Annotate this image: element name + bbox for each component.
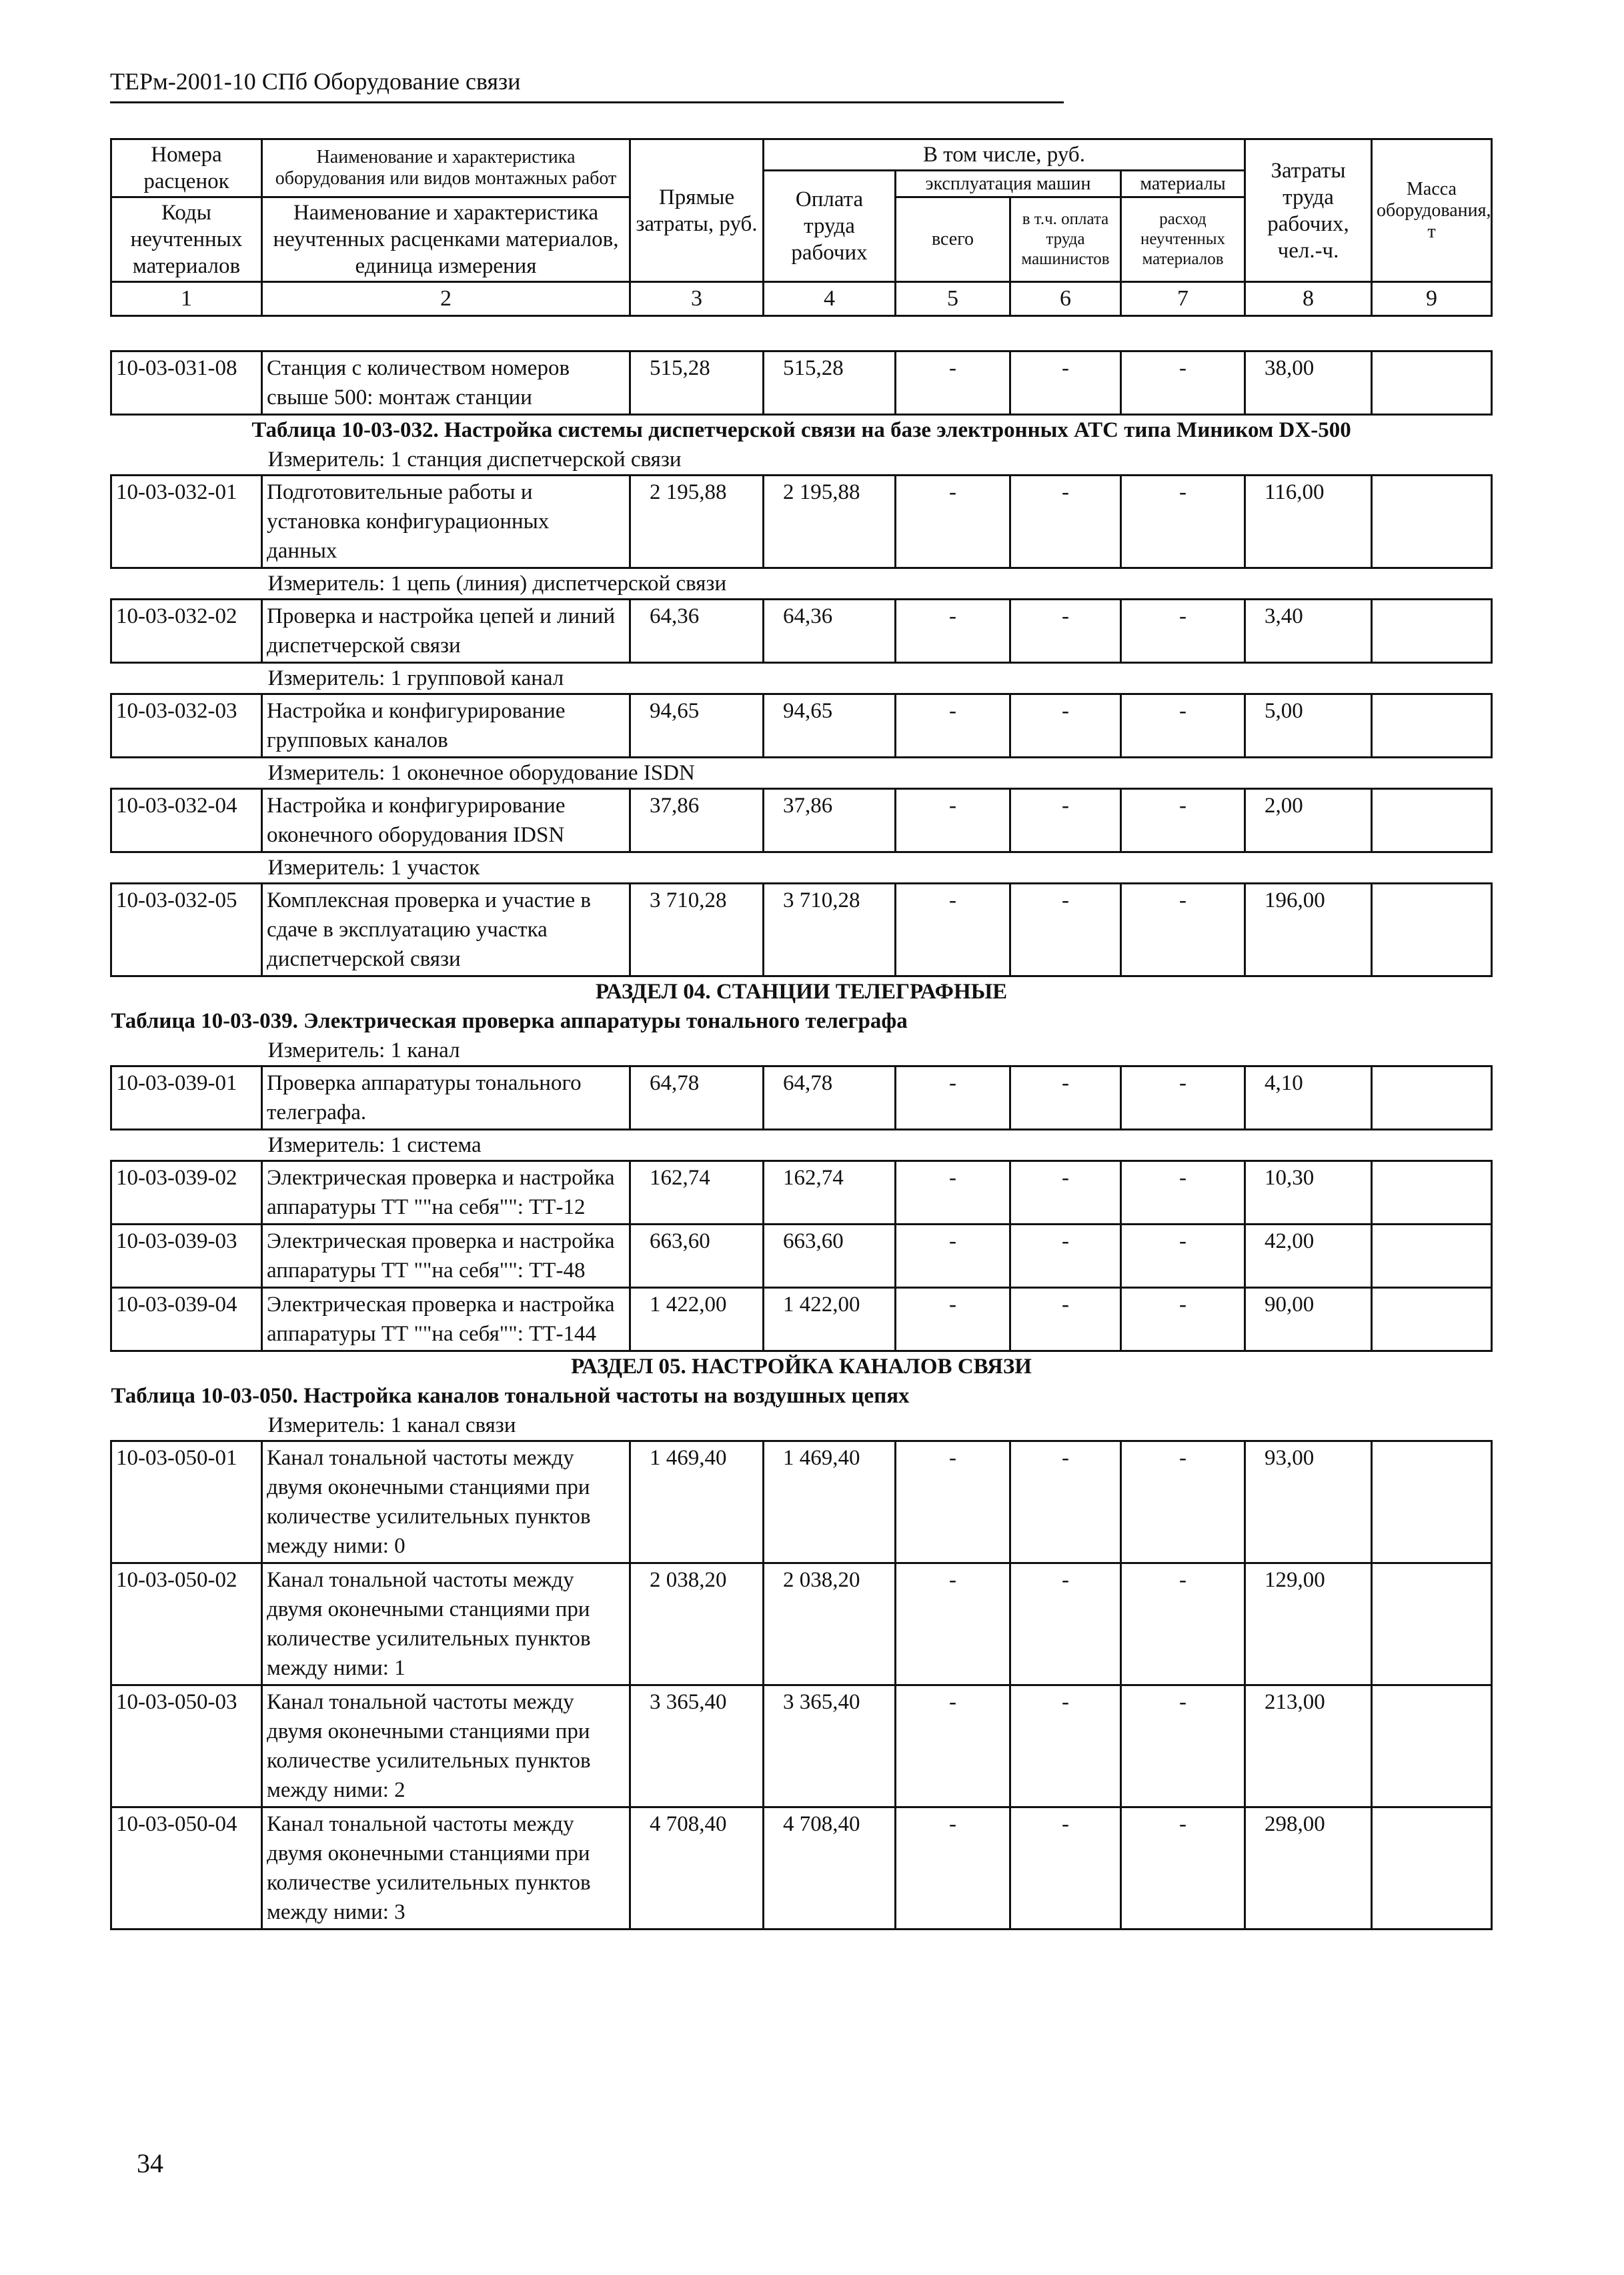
column-number: 4 — [764, 282, 896, 316]
table-header — [111, 139, 1492, 351]
labor-hours: 93,00 — [1245, 1441, 1372, 1563]
direct-costs: 4 708,40 — [630, 1807, 764, 1930]
measure-text: Измеритель: 1 канал связи — [267, 1413, 516, 1437]
materials-usage: - — [1121, 789, 1245, 852]
table-caption — [111, 1381, 1492, 1411]
direct-costs: 3 710,28 — [630, 884, 764, 976]
rate-code: 10-03-050-04 — [111, 1807, 262, 1930]
materials-usage: - — [1121, 1225, 1245, 1288]
equipment-mass — [1372, 884, 1492, 976]
table-row — [111, 1685, 1492, 1807]
materials-usage: - — [1121, 884, 1245, 976]
labor-hours: 129,00 — [1245, 1563, 1372, 1685]
column-number: 8 — [1245, 282, 1372, 316]
materials-usage: - — [1121, 1161, 1245, 1225]
column-number: 1 — [111, 282, 262, 316]
measure-row — [111, 445, 1492, 476]
labor-hours: 116,00 — [1245, 476, 1372, 568]
materials-usage: - — [1121, 1066, 1245, 1130]
machines-drivers-pay: - — [1010, 476, 1121, 568]
work-name: Электрическая проверка и настройка аппаратуры ТТ ""на себя"": ТТ-48 — [262, 1225, 630, 1288]
table-row — [111, 1288, 1492, 1351]
page-number: 34 — [137, 2148, 163, 2178]
machines-drivers-pay: - — [1010, 1563, 1121, 1685]
machines-drivers-pay: - — [1010, 600, 1121, 663]
labor-pay: 94,65 — [764, 694, 896, 758]
labor-pay: 1 422,00 — [764, 1288, 896, 1351]
machines-drivers-pay: - — [1010, 1441, 1121, 1563]
labor-pay: 4 708,40 — [764, 1807, 896, 1930]
machines-drivers-pay: - — [1010, 1161, 1121, 1225]
measure-cell — [111, 1411, 1492, 1441]
column-number: 2 — [262, 282, 630, 316]
work-name: Проверка аппаратуры тонального телеграфа. — [262, 1066, 630, 1130]
rate-code: 10-03-050-01 — [111, 1441, 262, 1563]
measure-text: Измеритель: 1 цепь (линия) диспетчерской связи — [267, 572, 727, 596]
labor-pay: 3 710,28 — [764, 884, 896, 976]
labor-hours: 2,00 — [1245, 789, 1372, 852]
machines-drivers-pay: - — [1010, 1225, 1121, 1288]
measure-cell — [111, 852, 1492, 884]
labor-pay: 2 195,88 — [764, 476, 896, 568]
direct-costs: 64,78 — [630, 1066, 764, 1130]
measure-cell — [111, 568, 1492, 600]
measure-row — [111, 1130, 1492, 1161]
equipment-mass — [1372, 476, 1492, 568]
measure-cell — [111, 1130, 1492, 1161]
labor-hours: 90,00 — [1245, 1288, 1372, 1351]
machines-total: - — [896, 600, 1010, 663]
direct-costs: 162,74 — [630, 1161, 764, 1225]
table-row — [111, 789, 1492, 852]
column-number: 9 — [1372, 282, 1492, 316]
machines-total: - — [896, 351, 1010, 415]
direct-costs: 64,36 — [630, 600, 764, 663]
table-row — [111, 351, 1492, 415]
equipment-mass — [1372, 1563, 1492, 1685]
section-heading — [111, 1351, 1492, 1382]
labor-hours: 3,40 — [1245, 600, 1372, 663]
labor-hours: 38,00 — [1245, 351, 1372, 415]
table-row — [111, 884, 1492, 976]
col9: Масса оборудования, т — [1372, 139, 1492, 282]
materials-usage: - — [1121, 1563, 1245, 1685]
materials-usage: - — [1121, 1288, 1245, 1351]
measure-text: Измеритель: 1 система — [267, 1133, 482, 1157]
machines-total: - — [896, 694, 1010, 758]
machines-total: - — [896, 1441, 1010, 1563]
materials-usage: - — [1121, 1441, 1245, 1563]
machines-total: - — [896, 1685, 1010, 1807]
equipment-mass — [1372, 1225, 1492, 1288]
table-caption — [111, 415, 1492, 446]
table-caption — [111, 1006, 1492, 1036]
table-row — [111, 694, 1492, 758]
measure-cell — [111, 758, 1492, 789]
direct-costs: 2 038,20 — [630, 1563, 764, 1685]
work-name: Настройка и конфигурирование оконечного оборудования IDSN — [262, 789, 630, 852]
work-name: Канал тональной частоты между двумя оконечными станциями при количестве усилительных пунктов между ними: 2 — [262, 1685, 630, 1807]
materials-usage: - — [1121, 1685, 1245, 1807]
rates-table — [110, 138, 1493, 1930]
machines-total: - — [896, 1161, 1010, 1225]
section-heading — [111, 976, 1492, 1007]
machines-total: - — [896, 1563, 1010, 1685]
rate-code: 10-03-032-03 — [111, 694, 262, 758]
measure-row — [111, 758, 1492, 789]
machines-total: - — [896, 884, 1010, 976]
measure-text: Измеритель: 1 групповой канал — [267, 666, 564, 690]
labor-pay: 1 469,40 — [764, 1441, 896, 1563]
section-title: РАЗДЕЛ 05. НАСТРОЙКА КАНАЛОВ СВЯЗИ — [571, 1355, 1032, 1379]
work-name: Проверка и настройка цепей и линий диспетчерской связи — [262, 600, 630, 663]
direct-costs: 663,60 — [630, 1225, 764, 1288]
rate-code: 10-03-032-01 — [111, 476, 262, 568]
measure-text: Измеритель: 1 канал — [267, 1038, 460, 1062]
machines-total: - — [896, 476, 1010, 568]
rate-code: 10-03-039-03 — [111, 1225, 262, 1288]
col1-bottom: Коды неучтенных материалов — [111, 197, 262, 282]
measure-cell — [111, 445, 1492, 476]
col7: расход неучтенных материалов — [1121, 197, 1245, 282]
machines-drivers-pay: - — [1010, 1066, 1121, 1130]
rate-code: 10-03-032-05 — [111, 884, 262, 976]
group-header: В том числе, руб. — [764, 139, 1245, 171]
table-caption-text: Таблица 10-03-050. Настройка каналов тональной частоты на воздушных цепях — [111, 1384, 910, 1408]
measure-row — [111, 663, 1492, 694]
materials-usage: - — [1121, 351, 1245, 415]
rate-code: 10-03-031-08 — [111, 351, 262, 415]
column-number: 5 — [896, 282, 1010, 316]
equipment-mass — [1372, 1441, 1492, 1563]
col6: в т.ч. оплата труда машинистов — [1010, 197, 1121, 282]
measure-cell — [111, 1036, 1492, 1066]
column-number: 7 — [1121, 282, 1245, 316]
table-row — [111, 1066, 1492, 1130]
labor-pay: 162,74 — [764, 1161, 896, 1225]
machines-total: - — [896, 1225, 1010, 1288]
equipment-mass — [1372, 1161, 1492, 1225]
labor-pay: 64,36 — [764, 600, 896, 663]
labor-hours: 196,00 — [1245, 884, 1372, 976]
work-name: Подготовительные работы и установка конфигурационных данных — [262, 476, 630, 568]
direct-costs: 94,65 — [630, 694, 764, 758]
table-row — [111, 1807, 1492, 1930]
measure-text: Измеритель: 1 станция диспетчерской связи — [267, 448, 682, 472]
labor-pay: 515,28 — [764, 351, 896, 415]
work-name: Электрическая проверка и настройка аппаратуры ТТ ""на себя"": ТТ-12 — [262, 1161, 630, 1225]
work-name: Канал тональной частоты между двумя оконечными станциями при количестве усилительных пунктов между ними: 0 — [262, 1441, 630, 1563]
rate-code: 10-03-050-02 — [111, 1563, 262, 1685]
direct-costs: 1 422,00 — [630, 1288, 764, 1351]
equipment-mass — [1372, 600, 1492, 663]
measure-row — [111, 1036, 1492, 1066]
machines-drivers-pay: - — [1010, 1685, 1121, 1807]
labor-hours: 10,30 — [1245, 1161, 1372, 1225]
col2-bottom: Наименование и характеристика неучтенных расценками материалов, единица измерения — [262, 197, 630, 282]
machines-drivers-pay: - — [1010, 1807, 1121, 1930]
col8: Затраты труда рабочих, чел.-ч. — [1245, 139, 1372, 282]
col3: Прямые затраты, руб. — [630, 139, 764, 282]
sub-materials: материалы — [1121, 171, 1245, 197]
materials-usage: - — [1121, 476, 1245, 568]
measure-row — [111, 568, 1492, 600]
work-name: Станция с количеством номеров свыше 500: монтаж станции — [262, 351, 630, 415]
machines-total: - — [896, 1288, 1010, 1351]
machines-drivers-pay: - — [1010, 1288, 1121, 1351]
machines-drivers-pay: - — [1010, 351, 1121, 415]
direct-costs: 3 365,40 — [630, 1685, 764, 1807]
column-numbers — [111, 282, 1492, 316]
work-name: Канал тональной частоты между двумя оконечными станциями при количестве усилительных пунктов между ними: 3 — [262, 1807, 630, 1930]
work-name: Комплексная проверка и участие в сдаче в эксплуатацию участка диспетчерской связи — [262, 884, 630, 976]
col5: всего — [896, 197, 1010, 282]
running-title: ТЕРм-2001-10 СПб Оборудование связи — [110, 67, 1064, 103]
machines-drivers-pay: - — [1010, 884, 1121, 976]
rate-code: 10-03-039-02 — [111, 1161, 262, 1225]
labor-pay: 37,86 — [764, 789, 896, 852]
work-name: Настройка и конфигурирование групповых каналов — [262, 694, 630, 758]
document-page — [110, 67, 1491, 1930]
table-row — [111, 600, 1492, 663]
table-caption-text: Таблица 10-03-032. Настройка системы диспетчерской связи на базе электронных АТС типа Миником DX-500 — [251, 418, 1351, 442]
col2-top: Наименование и характеристика оборудования или видов монтажных работ — [262, 139, 630, 197]
rate-code: 10-03-032-02 — [111, 600, 262, 663]
measure-row — [111, 1411, 1492, 1441]
equipment-mass — [1372, 694, 1492, 758]
equipment-mass — [1372, 351, 1492, 415]
rate-code: 10-03-039-01 — [111, 1066, 262, 1130]
table-row — [111, 476, 1492, 568]
direct-costs: 37,86 — [630, 789, 764, 852]
machines-total: - — [896, 789, 1010, 852]
materials-usage: - — [1121, 694, 1245, 758]
labor-hours: 5,00 — [1245, 694, 1372, 758]
sub-machines: эксплуатация машин — [896, 171, 1121, 197]
column-number: 6 — [1010, 282, 1121, 316]
table-caption-text: Таблица 10-03-039. Электрическая проверка аппаратуры тонального телеграфа — [111, 1009, 908, 1033]
labor-hours: 298,00 — [1245, 1807, 1372, 1930]
equipment-mass — [1372, 1807, 1492, 1930]
labor-hours: 42,00 — [1245, 1225, 1372, 1288]
table-body — [111, 351, 1492, 1930]
materials-usage: - — [1121, 1807, 1245, 1930]
table-row — [111, 1161, 1492, 1225]
equipment-mass — [1372, 1288, 1492, 1351]
measure-text: Измеритель: 1 участок — [267, 856, 480, 880]
machines-drivers-pay: - — [1010, 789, 1121, 852]
rate-code: 10-03-039-04 — [111, 1288, 262, 1351]
materials-usage: - — [1121, 600, 1245, 663]
direct-costs: 515,28 — [630, 351, 764, 415]
equipment-mass — [1372, 789, 1492, 852]
column-number: 3 — [630, 282, 764, 316]
machines-drivers-pay: - — [1010, 694, 1121, 758]
measure-cell — [111, 663, 1492, 694]
labor-hours: 213,00 — [1245, 1685, 1372, 1807]
table-row — [111, 1225, 1492, 1288]
measure-row — [111, 852, 1492, 884]
labor-pay: 64,78 — [764, 1066, 896, 1130]
measure-text: Измеритель: 1 оконечное оборудование ISDN — [267, 761, 695, 785]
labor-pay: 663,60 — [764, 1225, 896, 1288]
section-title: РАЗДЕЛ 04. СТАНЦИИ ТЕЛЕГРАФНЫЕ — [595, 980, 1008, 1004]
rate-code: 10-03-032-04 — [111, 789, 262, 852]
equipment-mass — [1372, 1066, 1492, 1130]
equipment-mass — [1372, 1685, 1492, 1807]
col4: Оплата труда рабочих — [764, 171, 896, 282]
labor-pay: 3 365,40 — [764, 1685, 896, 1807]
labor-hours: 4,10 — [1245, 1066, 1372, 1130]
rate-code: 10-03-050-03 — [111, 1685, 262, 1807]
work-name: Электрическая проверка и настройка аппаратуры ТТ ""на себя"": ТТ-144 — [262, 1288, 630, 1351]
work-name: Канал тональной частоты между двумя оконечными станциями при количестве усилительных пунктов между ними: 1 — [262, 1563, 630, 1685]
machines-total: - — [896, 1066, 1010, 1130]
col1-top: Номера расценок — [111, 139, 262, 197]
table-row — [111, 1563, 1492, 1685]
direct-costs: 1 469,40 — [630, 1441, 764, 1563]
machines-total: - — [896, 1807, 1010, 1930]
table-row — [111, 1441, 1492, 1563]
direct-costs: 2 195,88 — [630, 476, 764, 568]
labor-pay: 2 038,20 — [764, 1563, 896, 1685]
